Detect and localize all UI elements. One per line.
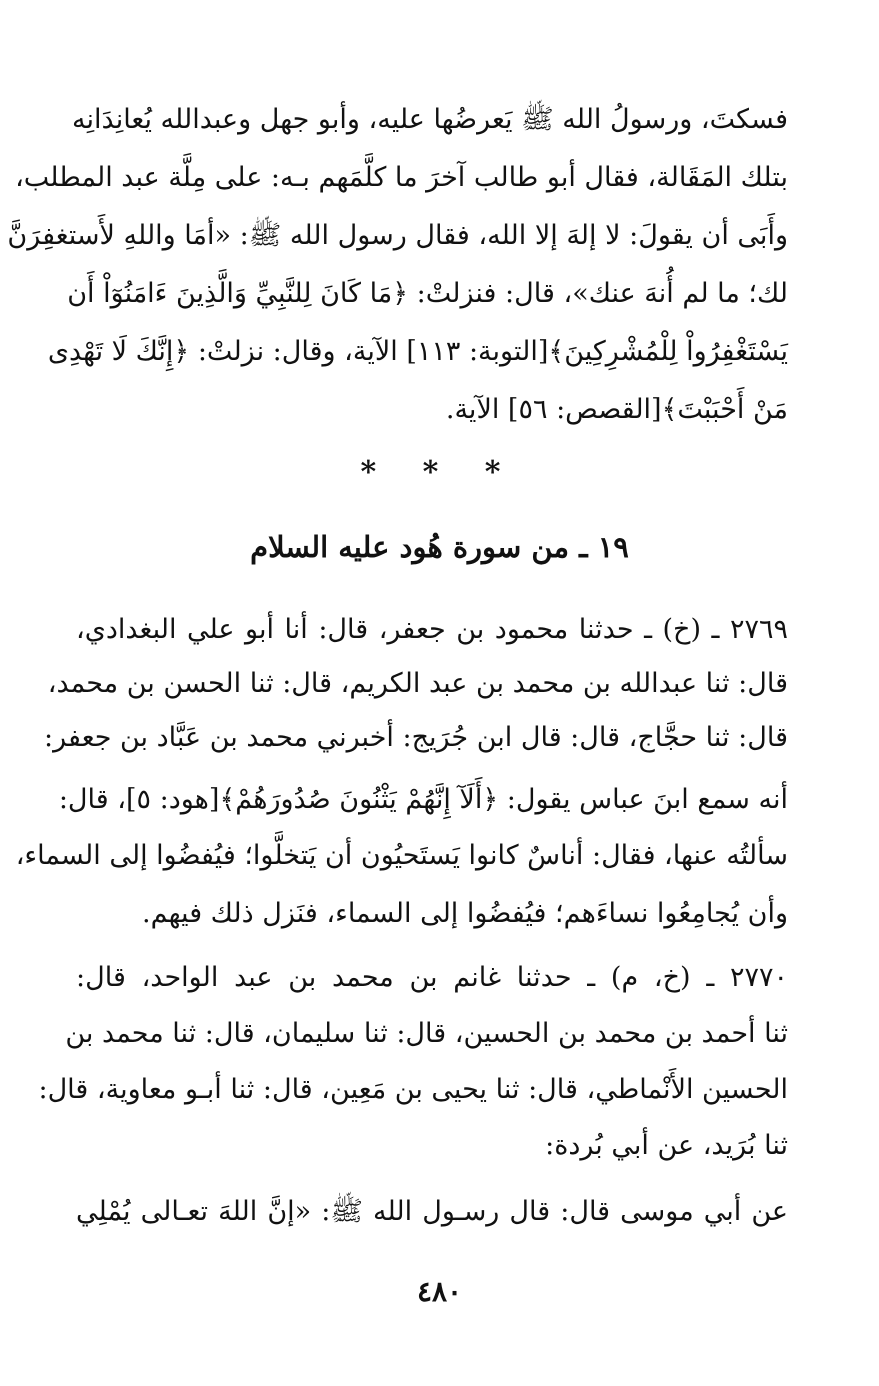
- hadith-matn-line: سألتُه عنها، فقال: أناسٌ كانوا يَستَحيُون أن يَتخلَّوا؛ فيُفضُوا إلى السماء،: [15, 840, 788, 871]
- hadith-isnad-line: الحسين الأَنْماطي، قال: ثنا يحيى بن مَعِين، قال: ثنا أبـو معاوية، قال:: [38, 1074, 788, 1105]
- hadith-matn-line: أنه سمع ابنَ عباس يقول: ﴿أَلَآ إِنَّهُمْ يَثْنُونَ صُدُورَهُمْ﴾[هود: ٥]، قال:: [58, 784, 788, 815]
- hadith-isnad-line: ٢٧٦٩ ـ (خ) ـ حدثنا محمود بن جعفر، قال: أنا أبو علي البغدادي،: [76, 614, 788, 645]
- hadith-matn-line: وأن يُجامِعُوا نساءَهم؛ فيُفضُوا إلى السماء، فنَزل ذلك فيهم.: [142, 898, 788, 929]
- hadith-isnad-line: ٢٧٧٠ ـ (خ، م) ـ حدثنا غانم بن محمد بن عبد الواحد، قال:: [76, 962, 788, 993]
- hadith-isnad-line: قال: ثنا عبدالله بن محمد بن عبد الكريم، قال: ثنا الحسن بن محمد،: [47, 668, 788, 699]
- hadith-isnad-line: قال: ثنا حجَّاج، قال: قال ابن جُرَيج: أخبرني محمد بن عَبَّاد بن جعفر:: [44, 722, 788, 753]
- hadith-isnad-line: ثنا أحمد بن محمد بن الحسين، قال: ثنا سليمان، قال: ثنا محمد بن: [65, 1018, 788, 1049]
- text-line: يَسْتَغْفِرُواْ لِلْمُشْرِكِينَ﴾[التوبة: ١١٣] الآية، وقال: نزلتْ: ﴿إِنَّكَ لَا تَهْدِى: [47, 336, 788, 367]
- hadith-isnad-line: ثنا بُرَيد، عن أبي بُردة:: [545, 1130, 788, 1161]
- section-separator: * * *: [360, 455, 519, 490]
- text-line: مَنْ أَحْبَبْتَ﴾[القصص: ٥٦] الآية.: [445, 394, 788, 425]
- chapter-heading: ١٩ ـ من سورة هُود عليه السلام: [250, 530, 629, 564]
- text-line: فسكتَ، ورسولُ الله ﷺ يَعرضُها عليه، وأبو جهل وعبدالله يُعانِدَانِه: [72, 104, 788, 135]
- hadith-matn-line: عن أبي موسى قال: قال رسـول الله ﷺ: «إنَّ اللهَ تعـالى يُمْلِي: [76, 1196, 788, 1227]
- text-line: لك؛ ما لم أُنهَ عنك»، قال: فنزلتْ: ﴿مَا كَانَ لِلنَّبِيِّ وَالَّذِينَ ءَامَنُوٓاْ أَن: [67, 278, 788, 309]
- text-line: وأَبَى أن يقولَ: لا إلهَ إلا الله، فقال رسول الله ﷺ: «أمَا واللهِ لأَستغفِرَنَّ: [7, 220, 788, 251]
- text-line: بتلك المَقَالة، فقال أبو طالب آخرَ ما كلَّمَهم بـه: على مِلَّة عبد المطلب،: [15, 162, 788, 193]
- page-number: ٤٨٠: [416, 1275, 463, 1308]
